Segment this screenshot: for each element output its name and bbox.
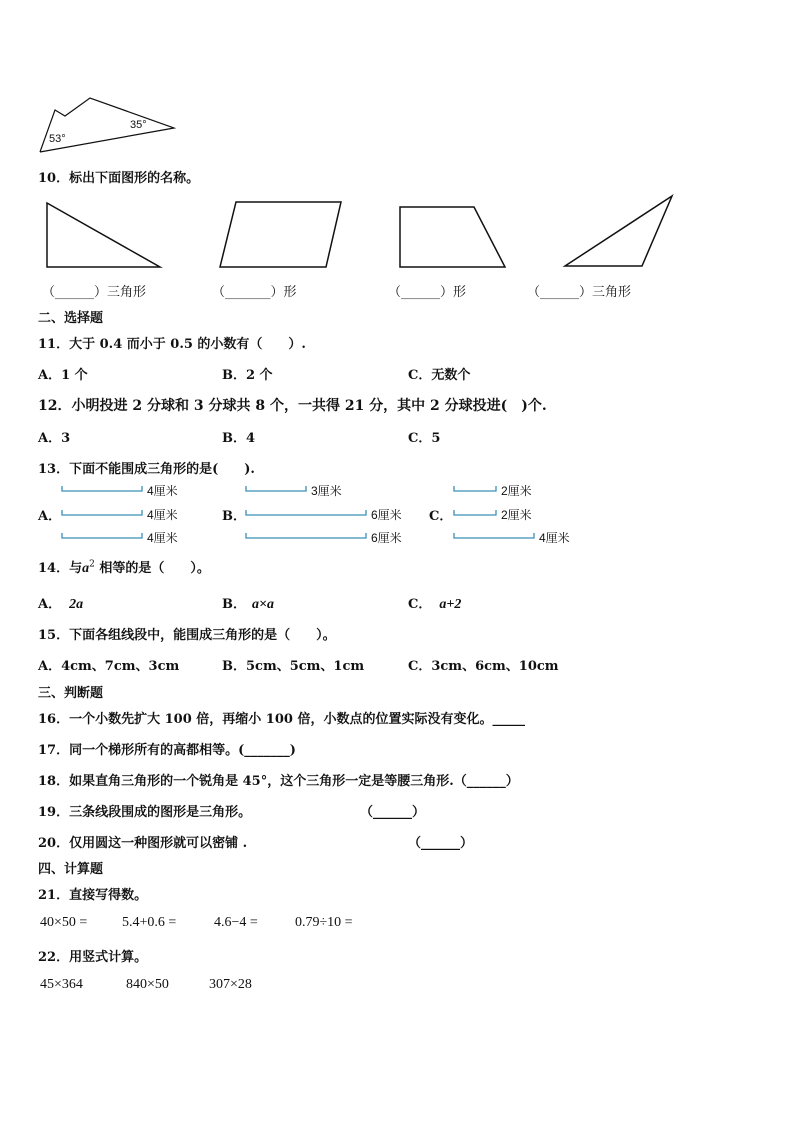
segment-a3 — [62, 533, 142, 538]
segment-a1 — [62, 486, 142, 491]
q13-b-length-3: 6厘米 — [371, 531, 402, 545]
segment-b3 — [246, 533, 366, 538]
q13-option-b: B． — [222, 509, 246, 524]
q19-answer-blank[interactable]: （______） — [360, 805, 426, 820]
q12-option-c: C．5 — [408, 431, 441, 446]
q12-text: 12．小明投进 2 分球和 3 分球共 8 个，一共得 21 分，其中 2 分球投进( )个. — [38, 398, 547, 414]
q14-option-c: C． a+2 — [408, 597, 462, 612]
q13-text: 13．下面不能围成三角形的是( ). — [38, 462, 255, 477]
q17-text: 17．同一个梯形所有的高都相等。(_______) — [38, 743, 296, 758]
q21-expr-3: 4.6−4 = — [214, 915, 258, 930]
q14-option-b: B． a×a — [222, 597, 274, 612]
segment-c1 — [454, 486, 496, 491]
q13-a-length-1: 4厘米 — [147, 484, 178, 498]
q18-text: 18．如果直角三角形的一个锐角是 45°，这个三角形一定是等腰三角形.（______） — [38, 774, 519, 789]
q14-text: 14．与$a^2$ 相等的是（ ）。 — [38, 559, 210, 576]
q13-a-length-3: 4厘米 — [147, 531, 178, 545]
segment-b1 — [246, 486, 306, 491]
q13-b-length-1: 3厘米 — [311, 484, 342, 498]
segment-b2 — [246, 510, 366, 515]
q20-text: 20．仅用圆这一种图形就可以密铺 . — [38, 836, 248, 851]
q14-option-a: A． 2a — [38, 597, 84, 612]
q22-expr-2: 840×50 — [126, 977, 169, 992]
q13-c-length-3: 4厘米 — [539, 531, 570, 545]
angle-35-label: 35° — [130, 119, 147, 131]
q16-text: 16．一个小数先扩大 100 倍，再缩小 100 倍，小数点的位置实际没有变化。_____ — [38, 712, 525, 727]
q21-text: 21．直接写得数。 — [38, 888, 148, 903]
segment-c2 — [454, 510, 496, 515]
q13-c-length-1: 2厘米 — [501, 484, 532, 498]
section-judge-title: 三、判断题 — [38, 686, 104, 701]
q21-expr-4: 0.79÷10 = — [295, 915, 353, 930]
q13-b-length-2: 6厘米 — [371, 508, 402, 522]
q11-option-b: B．2 个 — [222, 368, 273, 383]
q22-expr-1: 45×364 — [40, 977, 83, 992]
angle-53-label: 53° — [49, 133, 66, 145]
q11-option-c: C．无数个 — [408, 368, 471, 383]
q15-option-a: A．4cm、7cm、3cm — [38, 659, 180, 674]
segment-c3 — [454, 533, 534, 538]
q12-option-a: A．3 — [38, 431, 71, 446]
q15-option-c: C．3cm、6cm、10cm — [408, 659, 559, 674]
q13-option-a: A． — [38, 509, 62, 524]
q12-option-b: B．4 — [222, 431, 256, 446]
q11-text: 11．大于 0.4 而小于 0.5 的小数有（ ）. — [38, 337, 306, 352]
q15-option-b: B．5cm、5cm、1cm — [222, 659, 365, 674]
section-choice-title: 二、选择题 — [38, 311, 104, 326]
q13-a-length-2: 4厘米 — [147, 508, 178, 522]
section-calc-title: 四、计算题 — [38, 862, 104, 877]
q10-label-3: （______）形 — [388, 285, 467, 300]
q11-option-a: A．1 个 — [38, 368, 88, 383]
q21-expr-2: 5.4+0.6 = — [122, 915, 177, 930]
q13-option-c: C． — [429, 509, 453, 524]
q10-title: 10．标出下面图形的名称。 — [38, 171, 200, 186]
q22-expr-3: 307×28 — [209, 977, 252, 992]
q10-label-1: （______）三角形 — [42, 285, 147, 300]
q22-text: 22．用竖式计算。 — [38, 950, 148, 965]
q19-text: 19．三条线段围成的图形是三角形。 — [38, 805, 252, 820]
q20-answer-blank[interactable]: （______） — [408, 836, 474, 851]
segment-a2 — [62, 510, 142, 515]
q21-expr-1: 40×50 = — [40, 915, 88, 930]
q15-text: 15．下面各组线段中，能围成三角形的是（ ）。 — [38, 628, 336, 643]
q10-label-4: （______）三角形 — [527, 285, 632, 300]
q13-c-length-2: 2厘米 — [501, 508, 532, 522]
q10-label-2: （_______）形 — [212, 285, 297, 300]
